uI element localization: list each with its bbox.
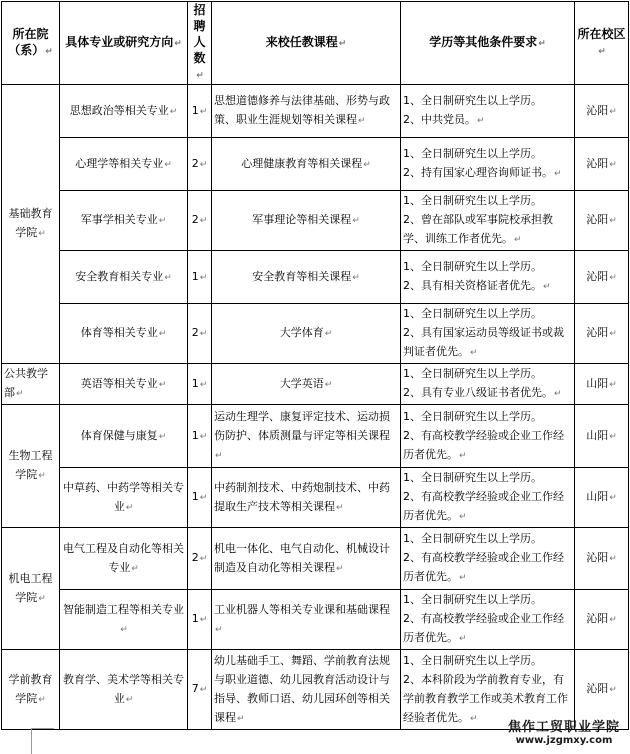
requirements-cell: 1、全日制研究生以上学历。 2、有高校教学经验或企业工作经历者优先。↵ — [401, 468, 575, 528]
courses-cell: 运动生理学、康复评定技术、运动损伤防护、体质测量与评定等相关课程↵ — [212, 405, 401, 468]
campus-cell: 沁阳↵ — [575, 85, 629, 138]
count-cell: 7↵ — [188, 650, 212, 730]
header-requirements: 学历等其他条件要求↵ — [401, 2, 575, 85]
courses-cell: 安全教育等相关课程↵ — [212, 251, 401, 304]
requirements-cell: 1、全日制研究生以上学历。 2、具有专业八级证书者优先。↵ — [401, 364, 575, 405]
table-row — [2, 304, 629, 364]
site-watermark — [508, 716, 620, 746]
major-cell: 中草药、中药学等相关专业↵ — [60, 468, 188, 528]
table-row — [2, 528, 629, 590]
college-cell: 生物工程学院↵ — [2, 405, 60, 528]
campus-cell: 沁阳↵ — [575, 650, 629, 730]
header-campus: 所在校区↵ — [575, 2, 629, 85]
campus-cell: 山阳↵ — [575, 364, 629, 405]
count-cell: 2↵ — [188, 528, 212, 590]
courses-cell: 大学体育↵ — [212, 304, 401, 364]
table-row — [2, 251, 629, 304]
campus-cell: 山阳↵ — [575, 468, 629, 528]
table-row — [2, 468, 629, 528]
major-cell: 智能制造工程等相关专业↵ — [60, 590, 188, 650]
table-row — [2, 405, 629, 468]
major-cell: 思想政治等相关专业↵ — [60, 85, 188, 138]
courses-cell: 机电一体化、电气自动化、机械设计制造及自动化等相关课程↵ — [212, 528, 401, 590]
table-row — [2, 590, 629, 650]
courses-cell: 幼儿基础手工、舞蹈、学前教育法规与职业道德、幼儿园教育活动设计与指导、教师口语、幼儿园环创等相关课程↵ — [212, 650, 401, 730]
campus-cell: 沁阳↵ — [575, 304, 629, 364]
college-cell: 机电工程学院↵ — [2, 528, 60, 650]
courses-cell: 思想道德修养与法律基础、形势与政策、职业生涯规划等相关课程↵ — [212, 85, 401, 138]
count-cell: 1↵ — [188, 468, 212, 528]
count-cell: 2↵ — [188, 138, 212, 191]
requirements-cell: 1、全日制研究生以上学历。 2、持有国家心理咨询师证书。↵ — [401, 138, 575, 191]
table-row — [2, 138, 629, 191]
campus-cell: 沁阳↵ — [575, 191, 629, 251]
requirements-cell: 1、全日制研究生以上学历。 2、有高校教学经验或企业工作经历者优先。↵ — [401, 405, 575, 468]
header-row — [2, 2, 629, 85]
count-cell: 2↵ — [188, 304, 212, 364]
major-cell: 电气工程及自动化等相关专业↵ — [60, 528, 188, 590]
header-count: 招聘人数↵ — [188, 2, 212, 85]
courses-cell: 心理健康教育等相关课程↵ — [212, 138, 401, 191]
count-cell: 1↵ — [188, 405, 212, 468]
count-cell: 1↵ — [188, 590, 212, 650]
table-row — [2, 191, 629, 251]
major-cell: 体育保健与康复↵ — [60, 405, 188, 468]
page-corner-mark — [31, 728, 54, 754]
count-cell: 1↵ — [188, 85, 212, 138]
requirements-cell: 1、全日制研究生以上学历。 2、中共党员。↵ — [401, 85, 575, 138]
requirements-cell: 1、全日制研究生以上学历。 2、具有相关资格证者优先。↵ — [401, 251, 575, 304]
major-cell: 教育学、美术学等相关专业↵ — [60, 650, 188, 730]
count-cell: 1↵ — [188, 251, 212, 304]
college-cell: 公共教学部↵ — [2, 364, 60, 405]
header-courses: 来校任教课程↵ — [212, 2, 401, 85]
table-row — [2, 364, 629, 405]
courses-cell: 军事理论等相关课程↵ — [212, 191, 401, 251]
college-cell: 学前教育学院↵ — [2, 650, 60, 730]
header-college: 所在院（系）↵ — [2, 2, 60, 85]
requirements-cell: 1、全日制研究生以上学历。 2、有高校教学经验或企业工作经历者优先。↵ — [401, 528, 575, 590]
campus-cell: 山阳↵ — [575, 405, 629, 468]
campus-cell: 沁阳↵ — [575, 590, 629, 650]
campus-cell: 沁阳↵ — [575, 528, 629, 590]
major-cell: 心理学等相关专业↵ — [60, 138, 188, 191]
major-cell: 安全教育相关专业↵ — [60, 251, 188, 304]
requirements-cell: 1、全日制研究生以上学历。 2、本科阶段为学前教育专业，有学前教育教学工作或美术教育工作经验者优先。↵ — [401, 650, 575, 730]
campus-cell: 沁阳↵ — [575, 251, 629, 304]
major-cell: 体育等相关专业↵ — [60, 304, 188, 364]
courses-cell: 大学英语↵ — [212, 364, 401, 405]
courses-cell: 中药制剂技术、中药炮制技术、中药提取生产技术等相关课程↵ — [212, 468, 401, 528]
watermark-url: www.jzgmxy.com — [515, 735, 613, 746]
count-cell: 1↵ — [188, 364, 212, 405]
header-major: 具体专业或研究方向↵ — [60, 2, 188, 85]
college-cell: 基础教育学院↵ — [2, 85, 60, 364]
requirements-cell: 1、全日制研究生以上学历。 2、有高校教学经验或企业工作经历者优先。↵ — [401, 590, 575, 650]
campus-cell: 沁阳↵ — [575, 138, 629, 191]
major-cell: 英语等相关专业↵ — [60, 364, 188, 405]
courses-cell: 工业机器人等相关专业课和基础课程↵ — [212, 590, 401, 650]
requirements-cell: 1、全日制研究生以上学历。 2、曾在部队或军事院校承担教学、训练工作者优先。↵ — [401, 191, 575, 251]
watermark-name: 焦作工贸职业学院 — [507, 720, 620, 735]
count-cell: 2↵ — [188, 191, 212, 251]
major-cell: 军事学相关专业↵ — [60, 191, 188, 251]
recruitment-table — [1, 1, 629, 730]
table-row — [2, 85, 629, 138]
requirements-cell: 1、全日制研究生以上学历。 2、具有国家运动员等级证书或裁判证者优先。↵ — [401, 304, 575, 364]
